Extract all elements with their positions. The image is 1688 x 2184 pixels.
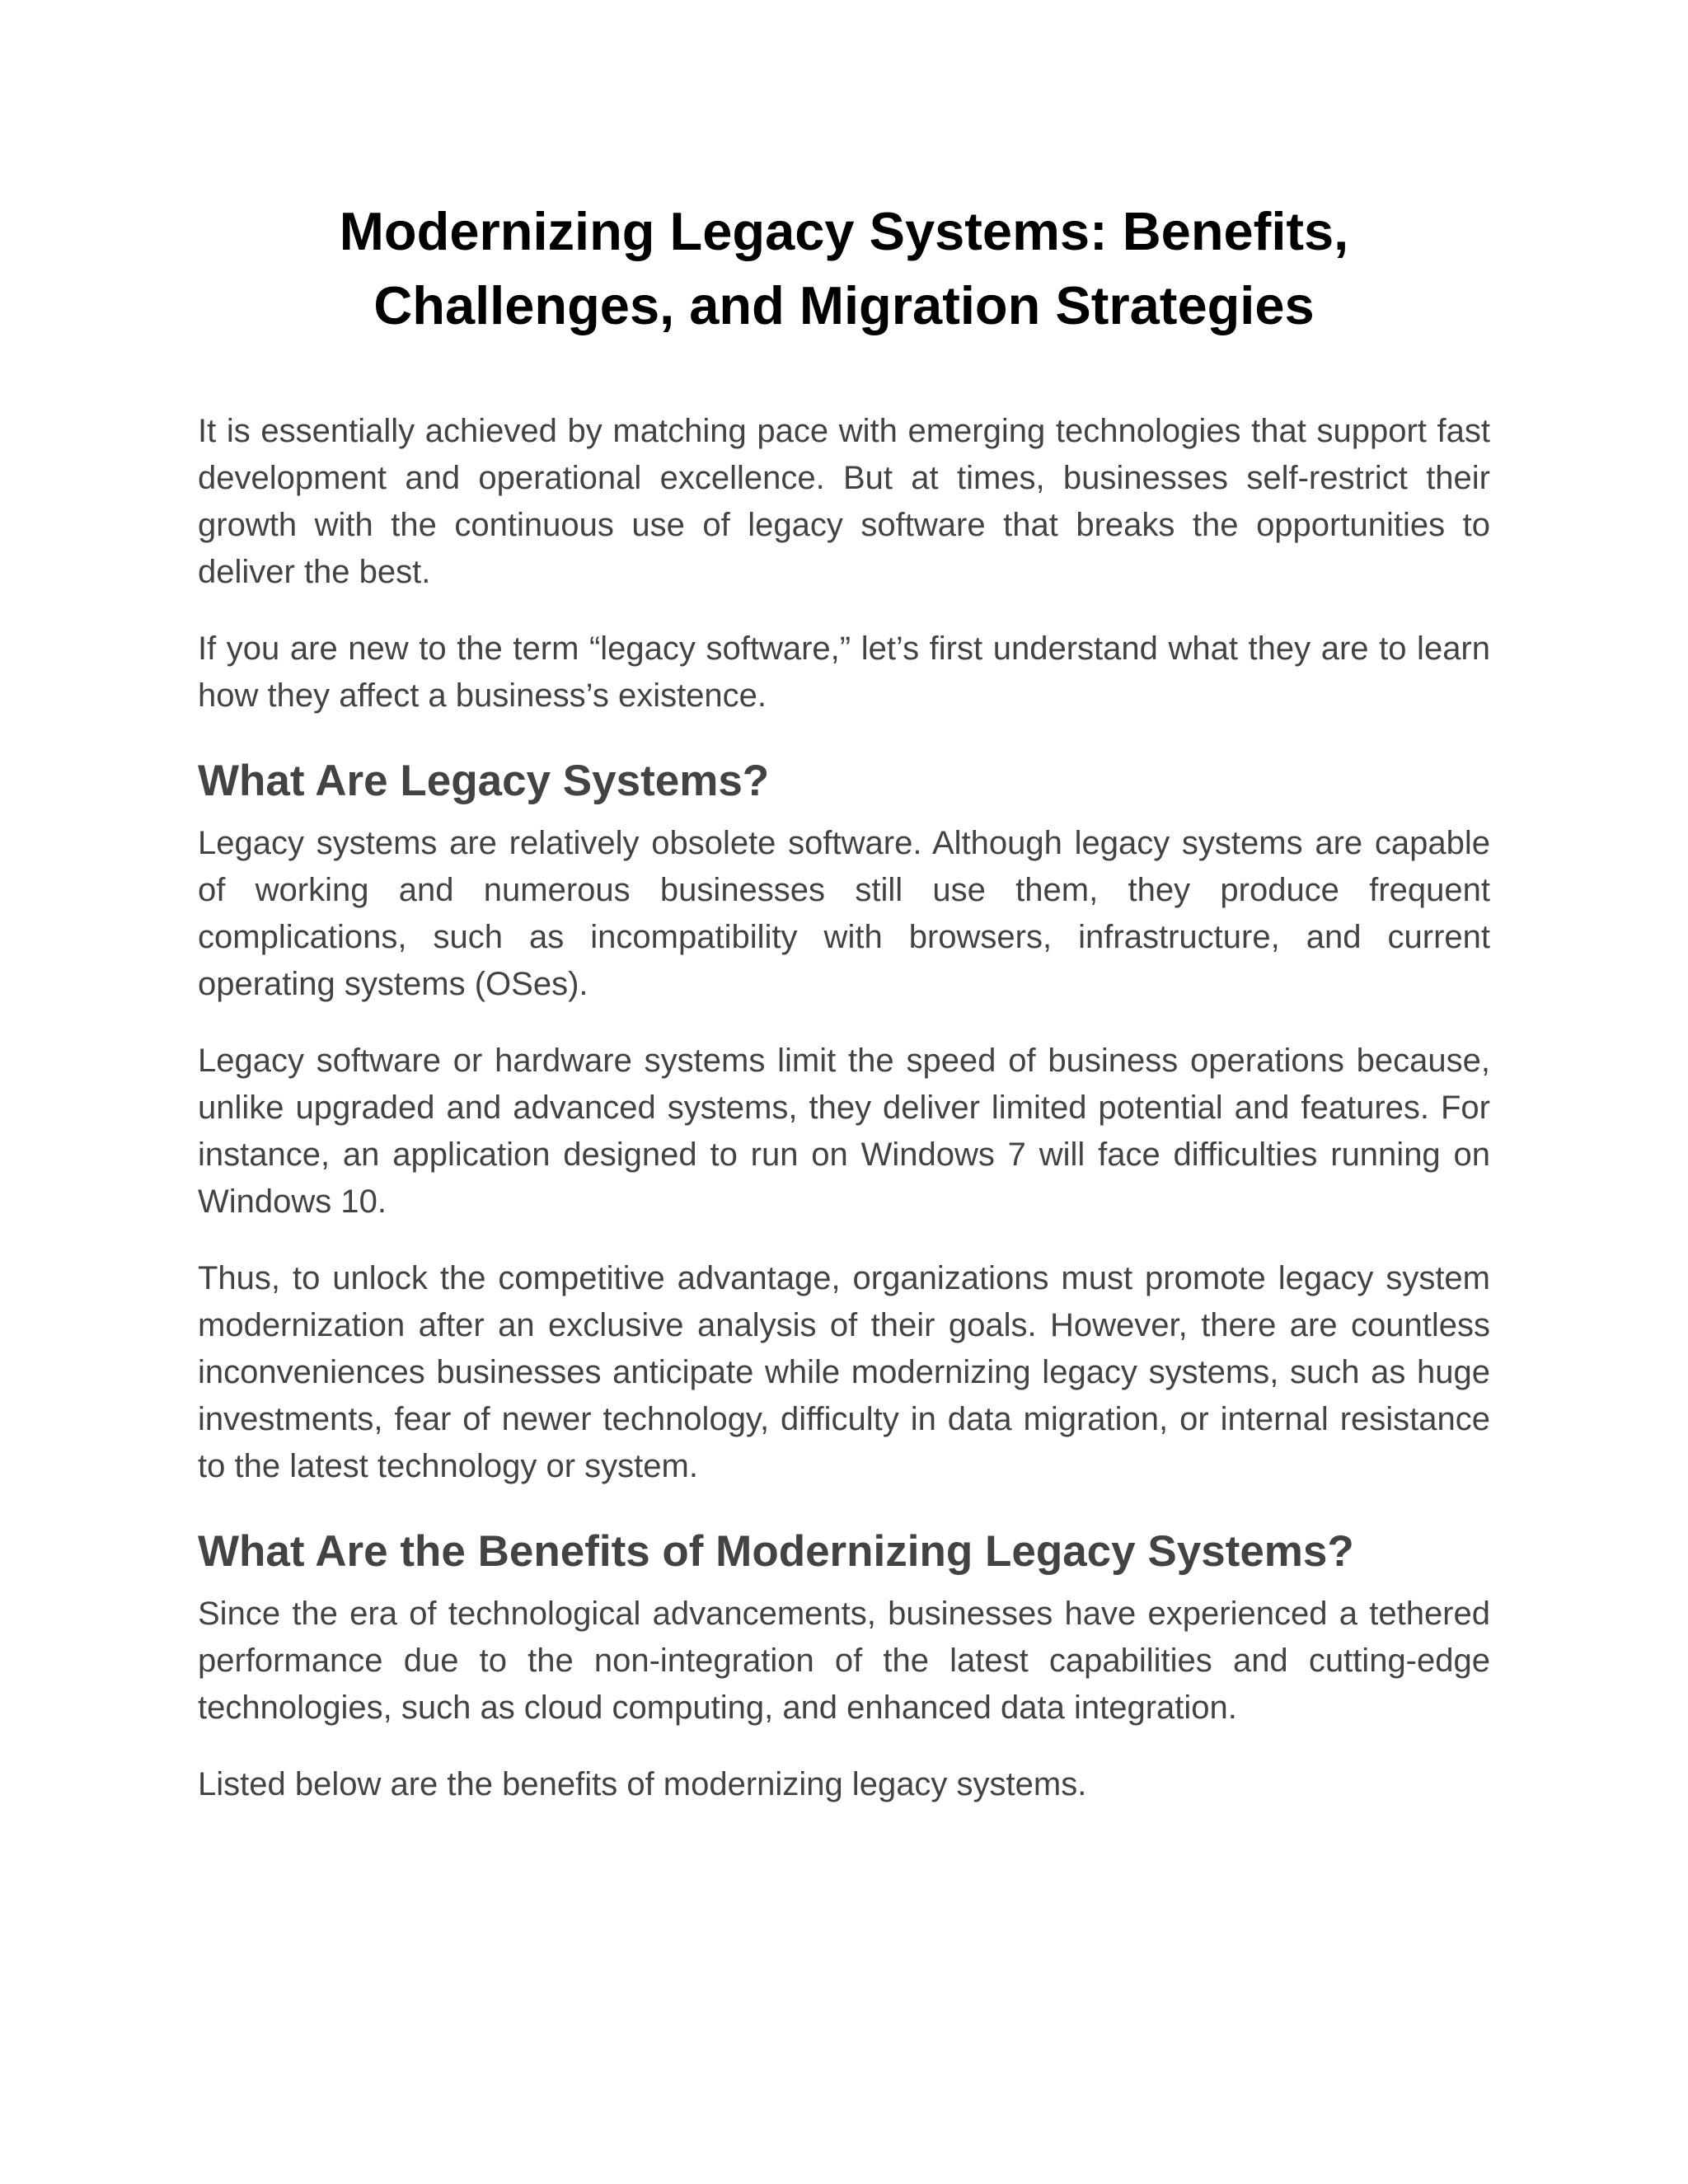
legacy-systems-paragraph-3: Thus, to unlock the competitive advantage, organizations must promote legacy system modernization after an exclusive analysis of their goals. However, there are countless inconveniences businesses anticipate while modernizing legacy systems, such as huge investments, fear of newer technology, difficulty in data migration, or internal resistance to the latest technology or system. <box>198 1260 1490 1484</box>
legacy-systems-paragraph-2: Legacy software or hardware systems limit the speed of business operations because, unlike upgraded and advanced systems, they deliver limited potential and features. For instance, an application designed to run on Windows 7 will face difficulties running on Windows 10. <box>198 1043 1490 1220</box>
legacy-systems-paragraph-1: Legacy systems are relatively obsolete software. Although legacy systems are capable of working and numerous businesses still use them, they produce frequent complications, such as incompatibility with browsers, infrastructure, and current operating systems (OSes). <box>198 825 1490 1002</box>
section-heading-benefits: What Are the Benefits of Modernizing Legacy Systems? <box>198 1527 1354 1576</box>
benefits-paragraph-2: Listed below are the benefits of modernizing legacy systems. <box>198 1766 1087 1802</box>
intro-paragraph-1: It is essentially achieved by matching pace with emerging technologies that support fast development and operational excellence. But at times, businesses self-restrict their growth with the continuous use of legacy software that breaks the opportunities to deliver the best. <box>198 413 1490 590</box>
title-line-1: Modernizing Legacy Systems: Benefits, <box>339 201 1349 261</box>
document-body <box>198 408 1490 1808</box>
intro-paragraph-2: If you are new to the term “legacy software,” let’s first understand what they are to learn how they affect a business’s existence. <box>198 630 1490 714</box>
section-heading-legacy-systems: What Are Legacy Systems? <box>198 757 770 805</box>
document-title <box>198 194 1490 343</box>
benefits-paragraph-1: Since the era of technological advancements, businesses have experienced a tethered performance due to the non-integration of the latest capabilities and cutting-edge technologies, such as cloud computing, and enhanced data integration. <box>198 1596 1490 1726</box>
title-line-2: Challenges, and Migration Strategies <box>373 275 1315 335</box>
